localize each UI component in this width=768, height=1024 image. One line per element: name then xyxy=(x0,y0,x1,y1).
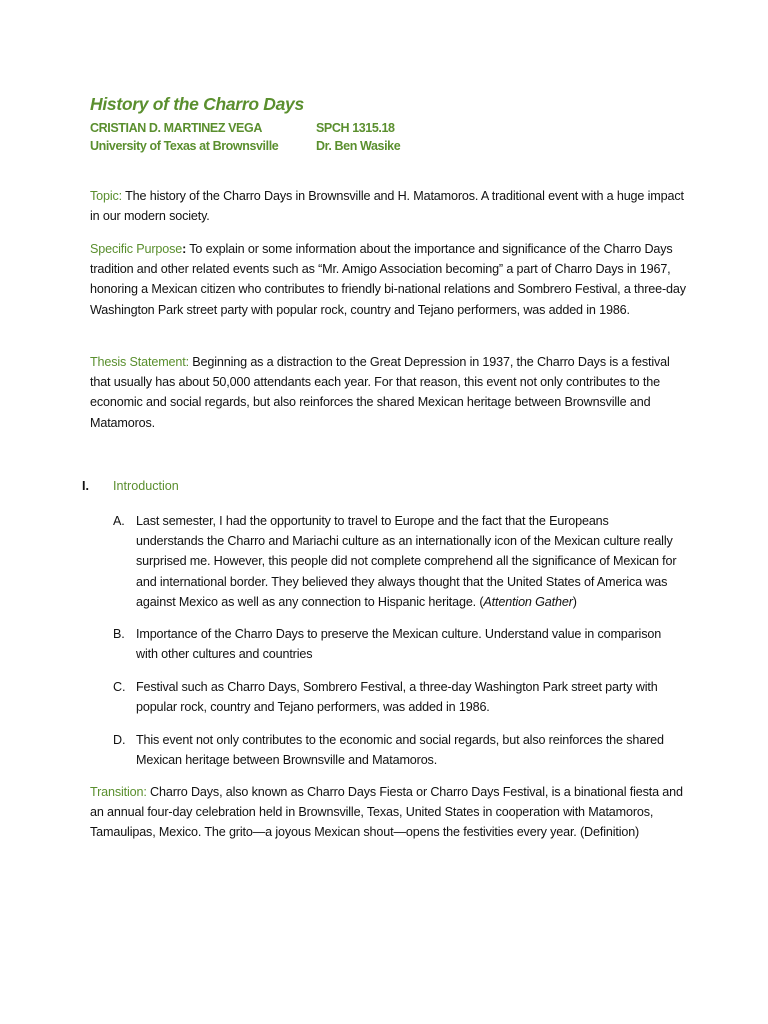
topic-text: The history of the Charro Days in Brownsville and H. Matamoros. A traditional event with a huge impact in our modern society. xyxy=(90,189,684,224)
list-marker: B. xyxy=(113,627,125,641)
transition-label: Transition: xyxy=(90,785,147,799)
transition-paragraph xyxy=(90,782,690,843)
attention-gather-note: Attention Gather xyxy=(483,594,573,609)
list-item-text: This event not only contributes to the economic and social regards, but also reinforces the shared Mexican heritage between Brownsville and Matamoros. xyxy=(136,733,664,768)
list-item-close: ) xyxy=(572,594,577,609)
instructor-name: Dr. Ben Wasike xyxy=(316,139,401,153)
purpose-text: To explain or some information about the importance and significance of the Charro Days tradition and other related events such as “Mr. Amigo Association becoming” a part of Charro Days in 1967, honoring a Mexican citizen who contributes to friendly bi-national relations and Sombrero Festival, a three-day Washington Park street party with popular rock, country and Tejano performers, was added in 1986. xyxy=(90,242,686,317)
list-marker: C. xyxy=(113,680,126,694)
list-item-c xyxy=(113,677,678,717)
section-heading: Introduction xyxy=(113,479,179,493)
topic-paragraph xyxy=(90,186,690,226)
thesis-text: Beginning as a distraction to the Great Depression in 1937, the Charro Days is a festival that usually has about 50,000 attendants each year. For that reason, this event not only contributes to the economic and social regards, but also reinforces the shared Mexican heritage between Brownsville and Matamoros. xyxy=(90,355,670,430)
list-item-text: Importance of the Charro Days to preserve the Mexican culture. Understand value in comparison with other cultures and countries xyxy=(136,627,662,662)
school-name: University of Texas at Brownsville xyxy=(90,139,279,153)
course-code: SPCH 1315.18 xyxy=(316,121,395,135)
thesis-paragraph xyxy=(90,352,690,433)
list-item-a xyxy=(113,511,678,612)
list-item-d xyxy=(113,730,678,770)
section-numeral: I. xyxy=(82,479,89,493)
author-name: CRISTIAN D. MARTINEZ VEGA xyxy=(90,121,262,135)
purpose-label: Specific Purpose xyxy=(90,242,183,256)
list-marker: D. xyxy=(113,733,126,747)
list-item-text: Last semester, I had the opportunity to travel to Europe and the fact that the Europeans understands the Charro and Mariachi culture as an internationally icon of the Mexican culture really surprised me. However, this people did not complete comprehend all the significance of Mexican for and international border. They believed they always thought that the United States of America was against Mexico as well as any connection to Hispanic heritage. ( xyxy=(136,514,677,609)
topic-label: Topic: xyxy=(90,189,122,203)
list-item-b xyxy=(113,624,678,664)
purpose-colon: : xyxy=(182,242,187,256)
list-marker: A. xyxy=(113,514,125,528)
thesis-label: Thesis Statement: xyxy=(90,355,189,369)
list-item-text: Festival such as Charro Days, Sombrero Festival, a three-day Washington Park street party with popular rock, country and Tejano performers, was added in 1986. xyxy=(136,680,658,715)
purpose-paragraph xyxy=(90,239,690,320)
document-title: History of the Charro Days xyxy=(90,94,304,114)
transition-text: Charro Days, also known as Charro Days Fiesta or Charro Days Festival, is a binational fiesta and an annual four-day celebration held in Brownsville, Texas, United States in cooperation with Matamoros, Tamaulipas, Mexico. The grito—a joyous Mexican shout—opens the festivities every year. (Definition) xyxy=(90,785,683,840)
